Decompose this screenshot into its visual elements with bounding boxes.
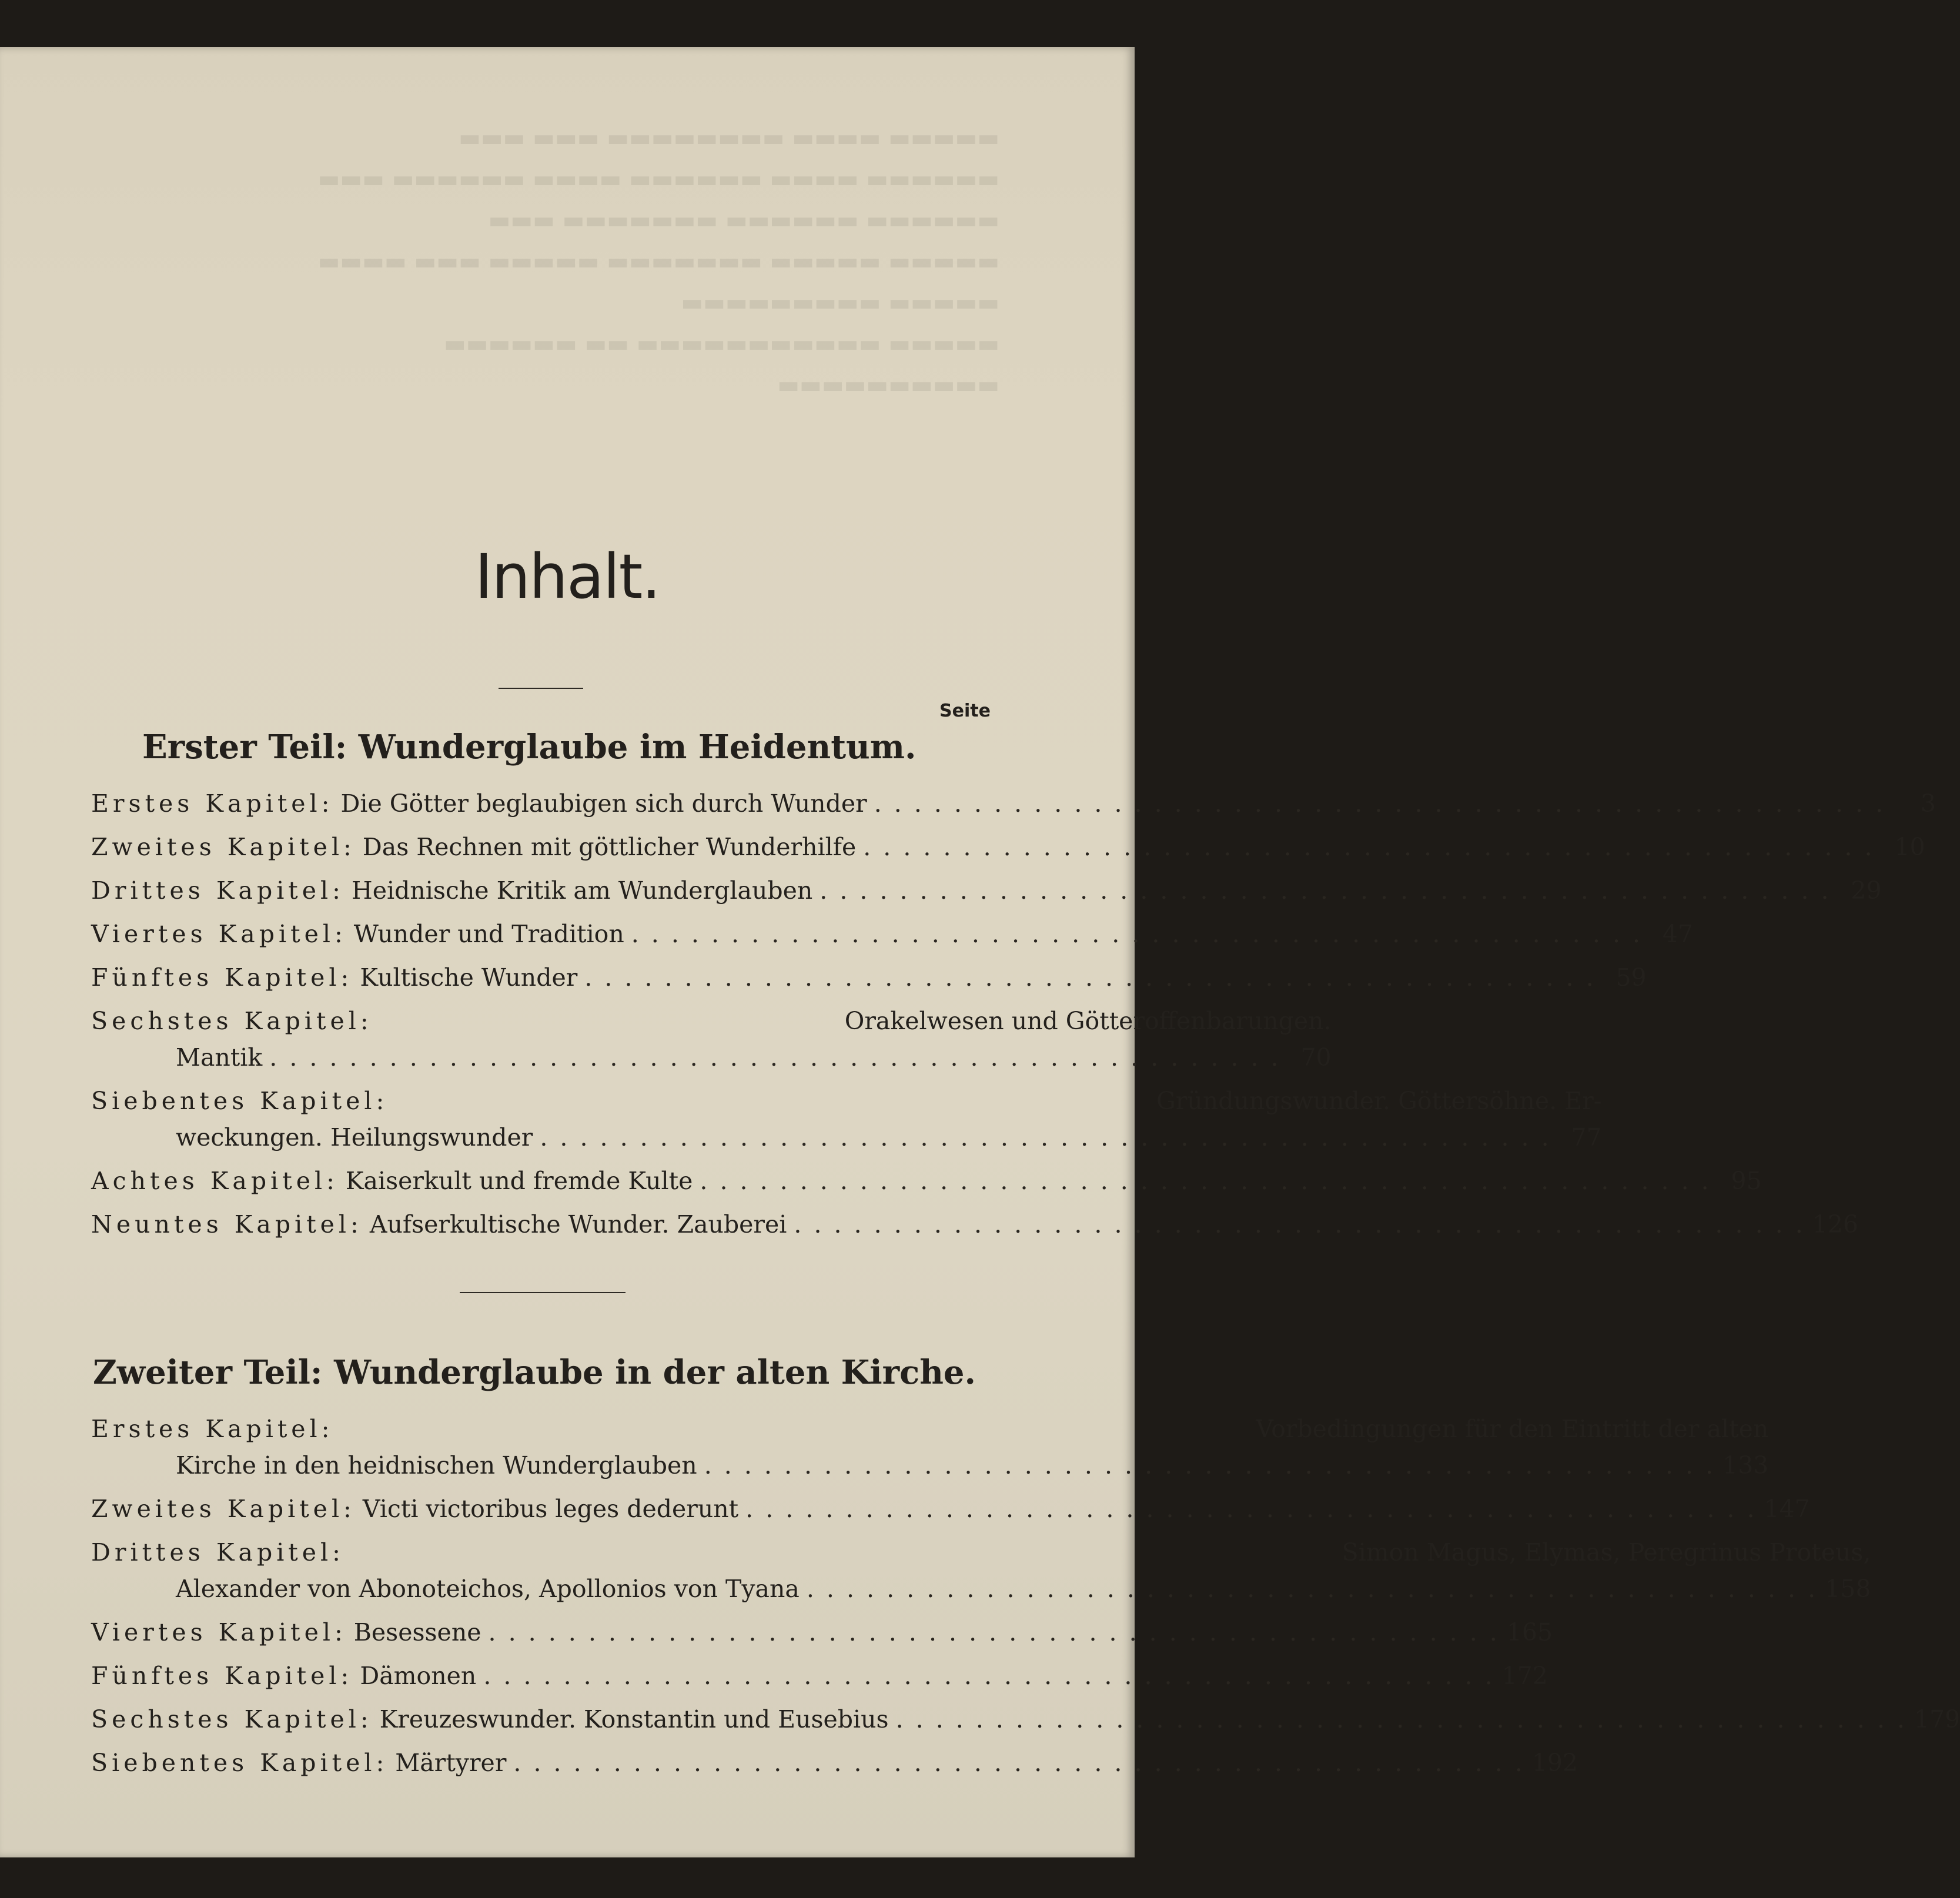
chapter-title: Wunder und Tradition [353,920,624,948]
page-number: 172 [1501,1662,1548,1690]
dot-leaders [700,1163,1711,1199]
page-column-label: Seite [939,701,991,721]
page-number: 133 [1722,1451,1769,1479]
toc-entry[interactable] [91,1614,1553,1651]
toc-entry[interactable] [91,785,1936,822]
dot-leaders [863,829,1874,865]
chapter-title: Kaiserkult und fremde Kulte [345,1167,693,1195]
bleed-through-texture: ▬▬▬▬▬ ▬▬▬▬ ▬▬▬▬▬▬▬▬ ▬▬▬ ▬▬▬ ▬▬▬▬▬▬ ▬▬▬▬ ▬▬▬▬▬▬ ▬▬▬▬ ▬▬▬▬▬▬ ▬▬▬ ▬▬▬▬▬▬ ▬▬▬▬▬▬ ▬▬▬▬▬▬▬ ▬▬▬ ▬▬▬▬▬ ▬▬▬▬▬ ▬▬▬▬▬▬▬ ▬▬▬▬▬ ▬▬▬ ▬▬▬▬ ▬▬▬▬▬ ▬▬▬▬▬▬▬▬▬ ▬▬▬▬▬ ▬▬▬▬▬▬▬▬▬▬▬ ▬▬ ▬▬▬▬▬▬ ▬▬▬▬▬▬▬▬▬▬ [317,125,999,399]
page-number: 165 [1506,1618,1553,1646]
chapter-title-line-2: Mantik [176,1043,263,1072]
page-number: 158 [1825,1575,1871,1603]
toc-entry[interactable] [91,1163,1762,1199]
page-number: 3 [1920,789,1936,818]
page-number: 126 [1812,1210,1858,1238]
entry-line-2 [91,1119,1602,1156]
part-1-toc [91,785,1936,1250]
toc-entry[interactable] [91,1411,1769,1484]
chapter-label: Siebentes Kapitel: [91,1749,389,1777]
chapter-label: Zweites Kapitel: [91,833,356,861]
toc-entry[interactable] [91,916,1694,952]
toc-entry[interactable] [91,1658,1548,1694]
part-2-toc [91,1411,1960,1788]
toc-entry[interactable] [91,1534,1871,1607]
chapter-label: Viertes Kapitel: [91,920,347,948]
dot-leaders [489,1614,1500,1651]
entry-line-1 [91,1534,1871,1571]
entry-body [91,1083,1602,1156]
toc-entry[interactable] [91,1701,1960,1738]
toc-entry[interactable] [91,872,1882,909]
entry-line-2 [91,1447,1768,1484]
dot-leaders [820,872,1831,909]
toc-entry[interactable] [91,1745,1578,1781]
chapter-title: Heidnische Kritik am Wunderglauben [351,876,813,905]
page-number: 147 [1764,1495,1810,1523]
toc-entry[interactable] [91,829,1925,865]
toc-entry[interactable] [91,1083,1602,1156]
chapter-title: Das Rechnen mit göttlicher Wunderhilfe [362,833,857,861]
book-page [0,47,1960,1857]
chapter-title-line-1: Simon Magus, Elymas, Peregrinus Proteus, [1342,1538,1871,1566]
chapter-title: Victi victoribus leges dederunt [362,1495,739,1523]
dot-leaders [513,1745,1524,1781]
chapter-title: Aufserkultische Wunder. Zauberei [369,1210,787,1238]
chapter-label: Erstes Kapitel: [91,1415,334,1443]
chapter-label: Drittes Kapitel: [91,1538,344,1566]
dot-leaders [483,1658,1494,1694]
page-number: 77 [1571,1123,1602,1151]
page-number: 10 [1894,833,1925,861]
chapter-title-line-2: weckungen. Heilungswunder [176,1123,533,1151]
page-number: 95 [1731,1167,1762,1195]
chapter-title-line-2: Alexander von Abonoteichos, Apollonios von Tyana [176,1575,800,1603]
page-number: 192 [1531,1749,1578,1777]
dot-leaders [807,1571,1818,1607]
dot-leaders [874,785,1885,822]
toc-entry[interactable] [91,1491,1810,1527]
dot-leaders [896,1701,1907,1738]
entry-line-2 [91,1039,1332,1076]
chapter-title: Kreuzeswunder. Konstantin und Eusebius [379,1705,889,1733]
entry-body [91,1411,1768,1484]
chapter-label: Sechstes Kapitel: [91,1705,373,1733]
chapter-label: Achtes Kapitel: [91,1167,339,1195]
page-number: 47 [1662,920,1694,948]
chapter-label: Drittes Kapitel: [91,876,344,905]
page-number: 70 [1300,1043,1332,1072]
chapter-title-line-1: Gründungswunder. Göttersöhne. Er- [1156,1087,1602,1115]
dot-leaders [745,1491,1757,1527]
page-number: 29 [1851,876,1882,905]
dot-leaders [540,1119,1551,1156]
dot-leaders [269,1039,1280,1076]
chapter-title: Märtyrer [395,1749,507,1777]
page-number: 179 [1914,1705,1960,1733]
chapter-label: Sechstes Kapitel: [91,1007,373,1035]
entry-line-2 [91,1571,1871,1607]
entry-body [91,1003,1332,1076]
toc-entry[interactable] [91,959,1647,996]
toc-entry[interactable] [91,1003,1332,1076]
title-divider [499,688,583,689]
chapter-title-line-1: Orakelwesen und Götteroffenbarungen. [844,1007,1332,1035]
chapter-title: Dämonen [360,1662,477,1690]
entry-line-1 [91,1083,1602,1119]
part-2-heading: Zweiter Teil: Wunderglaube in der alten Kirche. [93,1353,976,1392]
chapter-label: Viertes Kapitel: [91,1618,347,1646]
chapter-label: Zweites Kapitel: [91,1495,356,1523]
dot-leaders [631,916,1643,952]
chapter-label: Siebentes Kapitel: [91,1087,389,1115]
part-1-heading: Erster Teil: Wunderglaube im Heidentum. [142,728,917,766]
chapter-title: Besessene [353,1618,481,1646]
chapter-label: Erstes Kapitel: [91,789,334,818]
chapter-label: Fünftes Kapitel: [91,963,353,992]
chapter-title-line-2: Kirche in den heidnischen Wunderglauben [176,1451,697,1479]
page-number: 59 [1616,963,1647,992]
entry-body [91,1534,1871,1607]
dot-leaders [584,959,1596,996]
toc-entry[interactable] [91,1206,1858,1243]
part-divider [460,1292,626,1293]
page-title: Inhalt. [474,541,660,612]
chapter-title: Die Götter beglaubigen sich durch Wunder [340,789,867,818]
chapter-label: Fünftes Kapitel: [91,1662,353,1690]
chapter-label: Neuntes Kapitel: [91,1210,363,1238]
chapter-title-line-1: Vorbedingungen für den Eintritt der alten [1256,1415,1769,1443]
entry-line-1 [91,1411,1768,1447]
entry-line-1 [91,1003,1332,1039]
chapter-title: Kultische Wunder [360,963,578,992]
dot-leaders [794,1206,1805,1243]
dot-leaders [704,1447,1715,1484]
